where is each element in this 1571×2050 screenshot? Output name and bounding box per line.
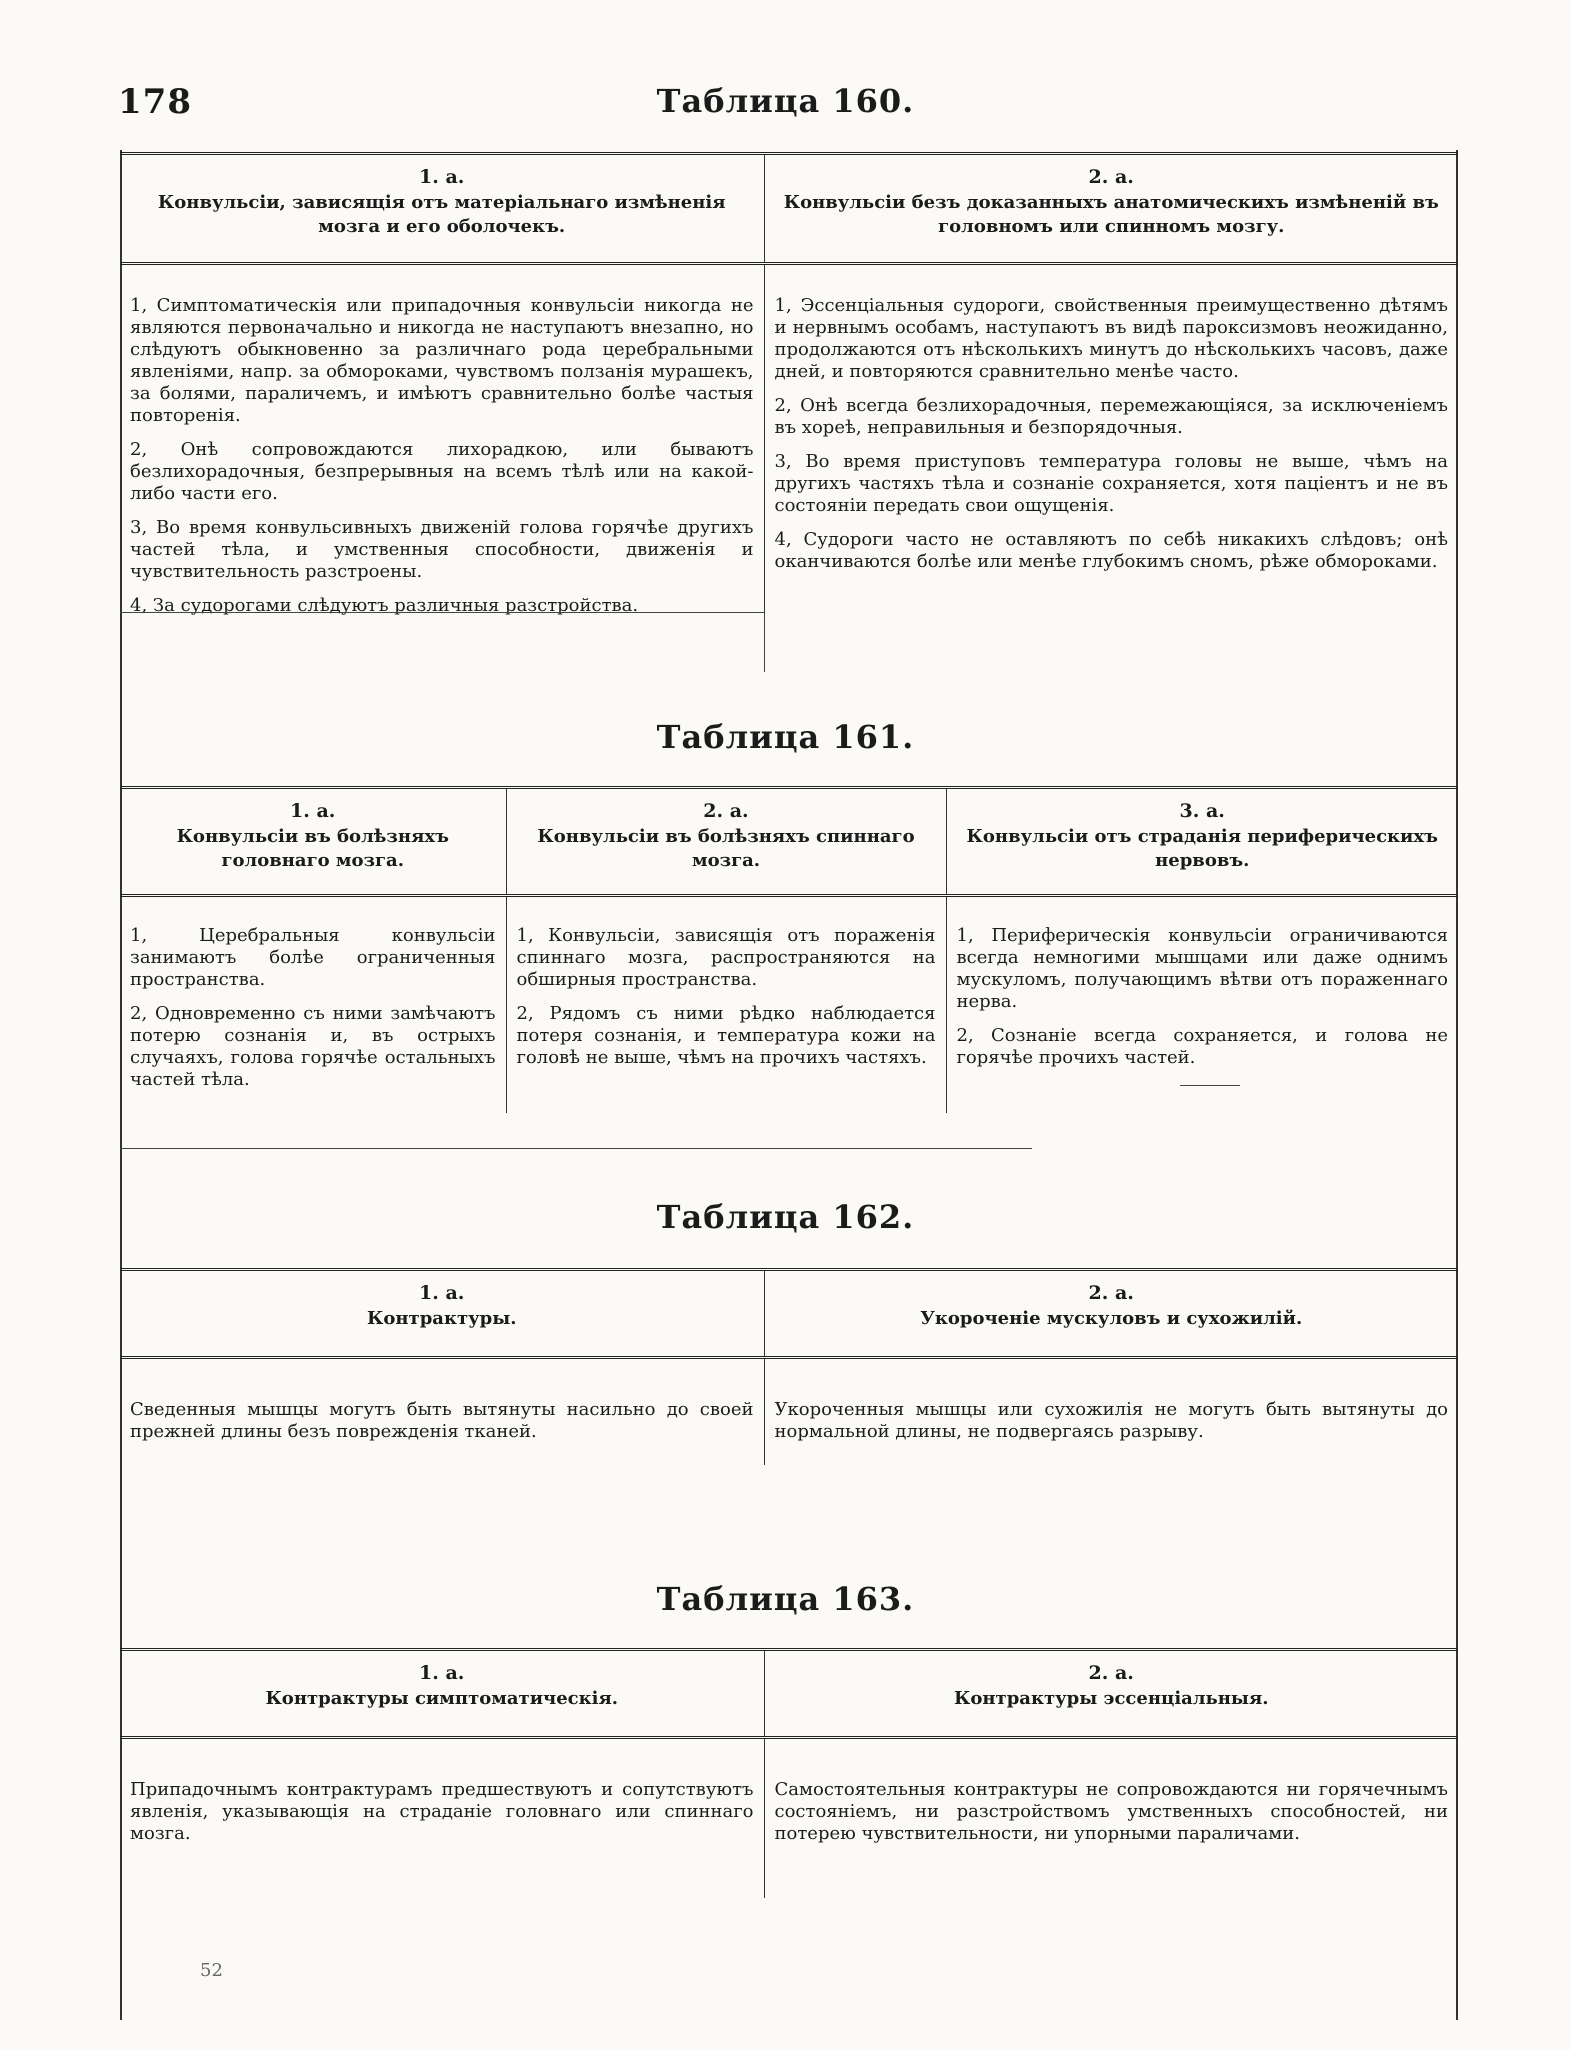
table-163-title: Таблица 163. — [656, 1580, 915, 1618]
table-163 — [120, 1648, 1458, 1898]
list-item: 1, Церебральныя конвульсіи занимаютъ болѣе ограниченныя пространства. — [130, 925, 496, 990]
table-160-col-2-body — [764, 264, 1458, 644]
list-item: 3, Во время конвульсивныхъ движеній голова горячѣе другихъ частей тѣла, и умственныя способности, движенія и чувствительность разстроены. — [130, 517, 754, 582]
list-item: 1, Периферическія конвульсіи ограничиваются всегда немногими мышцами или даже однимъ мускуломъ, получающимъ вѣтви отъ пораженнаго нерва. — [956, 925, 1448, 1012]
table-163-col-1-header — [120, 1650, 764, 1738]
divider — [120, 1148, 1032, 1149]
bottom-mark: 52 — [200, 1960, 223, 1981]
table-161-col-3-body — [946, 896, 1458, 1114]
column-heading: Контрактуры. — [366, 1308, 517, 1329]
column-number: 1. а. — [419, 166, 465, 188]
list-item: 2, Рядомъ съ ними рѣдко наблюдается потеря сознанія, и температура кожи на головѣ не выше, чѣмъ на прочихъ частяхъ. — [516, 1003, 936, 1068]
column-number: 2. а. — [703, 800, 749, 822]
column-number: 2. а. — [1088, 166, 1134, 188]
column-heading: Конвульсіи въ болѣзняхъ спиннаго мозга. — [537, 826, 915, 871]
column-number: 2. а. — [1088, 1662, 1134, 1684]
column-heading: Конвульсіи безъ доказанныхъ анатомическихъ измѣненій въ головномъ или спинномъ мозгу. — [783, 192, 1439, 237]
table-162-title: Таблица 162. — [656, 1198, 915, 1236]
table-163-col-2-body — [764, 1738, 1458, 1898]
list-item: Припадочнымъ контрактурамъ предшествуютъ и сопутствуютъ явленія, указывающія на страданіе головнаго или спиннаго мозга. — [130, 1779, 754, 1844]
table-161-col-1-header — [120, 788, 506, 896]
list-item: 3, Во время приступовъ температура головы не выше, чѣмъ на другихъ частяхъ тѣла и сознаніе сохраняется, хотя паціентъ и не въ состояніи передать свои ощущенія. — [774, 451, 1448, 516]
list-item: 2, Сознаніе всегда сохраняется, и голова не горячѣе прочихъ частей. — [956, 1025, 1448, 1068]
list-item: 2, Онѣ сопровождаются лихорадкою, или бываютъ безлихорадочныя, безпрерывныя на всемъ тѣлѣ или на какой-либо части его. — [130, 439, 754, 504]
table-163-col-2-header — [764, 1650, 1458, 1738]
list-item: 1, Симптоматическія или припадочныя конвульсіи никогда не являются первоначально и никогда не наступаютъ внезапно, но слѣдуютъ обыкновенно за различнаго рода церебральными явленіями, напр. за обмороками, чувствомъ ползанія мурашекъ, за болями, параличемъ, и имѣютъ сравнительно болѣе частыя повторенія. — [130, 295, 754, 426]
list-item: 1, Конвульсіи, зависящія отъ пораженія спиннаго мозга, распространяются на обширныя пространства. — [516, 925, 936, 990]
column-heading: Конвульсіи отъ страданія периферическихъ нервовъ. — [966, 826, 1438, 871]
table-160-col-1-header — [120, 154, 764, 264]
list-item: 2, Одновременно съ ними замѣчаютъ потерю сознанія и, въ острыхъ случаяхъ, голова горячѣе остальныхъ частей тѣла. — [130, 1003, 496, 1090]
column-number: 1. а. — [419, 1282, 465, 1304]
table-161-title: Таблица 161. — [656, 718, 915, 756]
table-161-col-3-header — [946, 788, 1458, 896]
table-160 — [120, 152, 1458, 644]
page-number: 178 — [118, 82, 192, 122]
divider — [764, 612, 765, 672]
table-162 — [120, 1268, 1458, 1465]
table-162-col-1-body — [120, 1358, 764, 1466]
column-number: 2. а. — [1088, 1282, 1134, 1304]
table-160-col-2-header — [764, 154, 1458, 264]
table-162-col-2-body — [764, 1358, 1458, 1466]
column-heading: Контрактуры симптоматическія. — [265, 1688, 619, 1709]
column-number: 1. а. — [290, 800, 336, 822]
list-item: 2, Онѣ всегда безлихорадочныя, перемежающіяся, за исключеніемъ въ хореѣ, неправильныя и безпорядочныя. — [774, 395, 1448, 438]
column-heading: Контрактуры эссенціальныя. — [953, 1688, 1269, 1709]
column-heading: Конвульсіи, зависящія отъ матеріальнаго измѣненія мозга и его оболочекъ. — [157, 192, 726, 237]
list-item: 1, Эссенціальныя судороги, свойственныя преимущественно дѣтямъ и нервнымъ особамъ, наступаютъ въ видѣ пароксизмовъ неожиданно, продолжаются отъ нѣсколькихъ минутъ до нѣсколькихъ часовъ, даже дней, и повторяются сравнительно менѣе часто. — [774, 295, 1448, 382]
table-162-col-1-header — [120, 1270, 764, 1358]
list-item: Сведенныя мышцы могутъ быть вытянуты насильно до своей прежней длины безъ поврежденія тканей. — [130, 1399, 754, 1442]
list-item: Укороченныя мышцы или сухожилія не могутъ быть вытянуты до нормальной длины, не подвергаясь разрыву. — [774, 1399, 1448, 1442]
table-160-col-1-body — [120, 264, 764, 644]
table-161-col-2-body — [506, 896, 946, 1114]
table-163-col-1-body — [120, 1738, 764, 1898]
list-item: 4, За судорогами слѣдуютъ различныя разстройства. — [130, 595, 639, 616]
column-heading: Конвульсіи въ болѣзняхъ головнаго мозга. — [176, 826, 449, 871]
column-number: 1. а. — [419, 1662, 465, 1684]
divider — [1180, 1085, 1240, 1086]
table-161-col-1-body — [120, 896, 506, 1114]
column-heading: Укороченіе мускуловъ и сухожилій. — [920, 1308, 1303, 1329]
table-161-col-2-header — [506, 788, 946, 896]
list-item: Самостоятельныя контрактуры не сопровождаются ни горячечнымъ состояніемъ, ни разстройствомъ умственныхъ способностей, ни потерею чувствительности, ни упорными параличами. — [774, 1779, 1448, 1844]
list-item: 4, Судороги часто не оставляютъ по себѣ никакихъ слѣдовъ; онѣ оканчиваются болѣе или менѣе глубокимъ сномъ, рѣже обмороками. — [774, 529, 1448, 572]
divider — [120, 612, 764, 613]
table-161 — [120, 786, 1458, 1113]
table-162-col-2-header — [764, 1270, 1458, 1358]
table-160-title: Таблица 160. — [656, 82, 915, 120]
column-number: 3. а. — [1179, 800, 1225, 822]
